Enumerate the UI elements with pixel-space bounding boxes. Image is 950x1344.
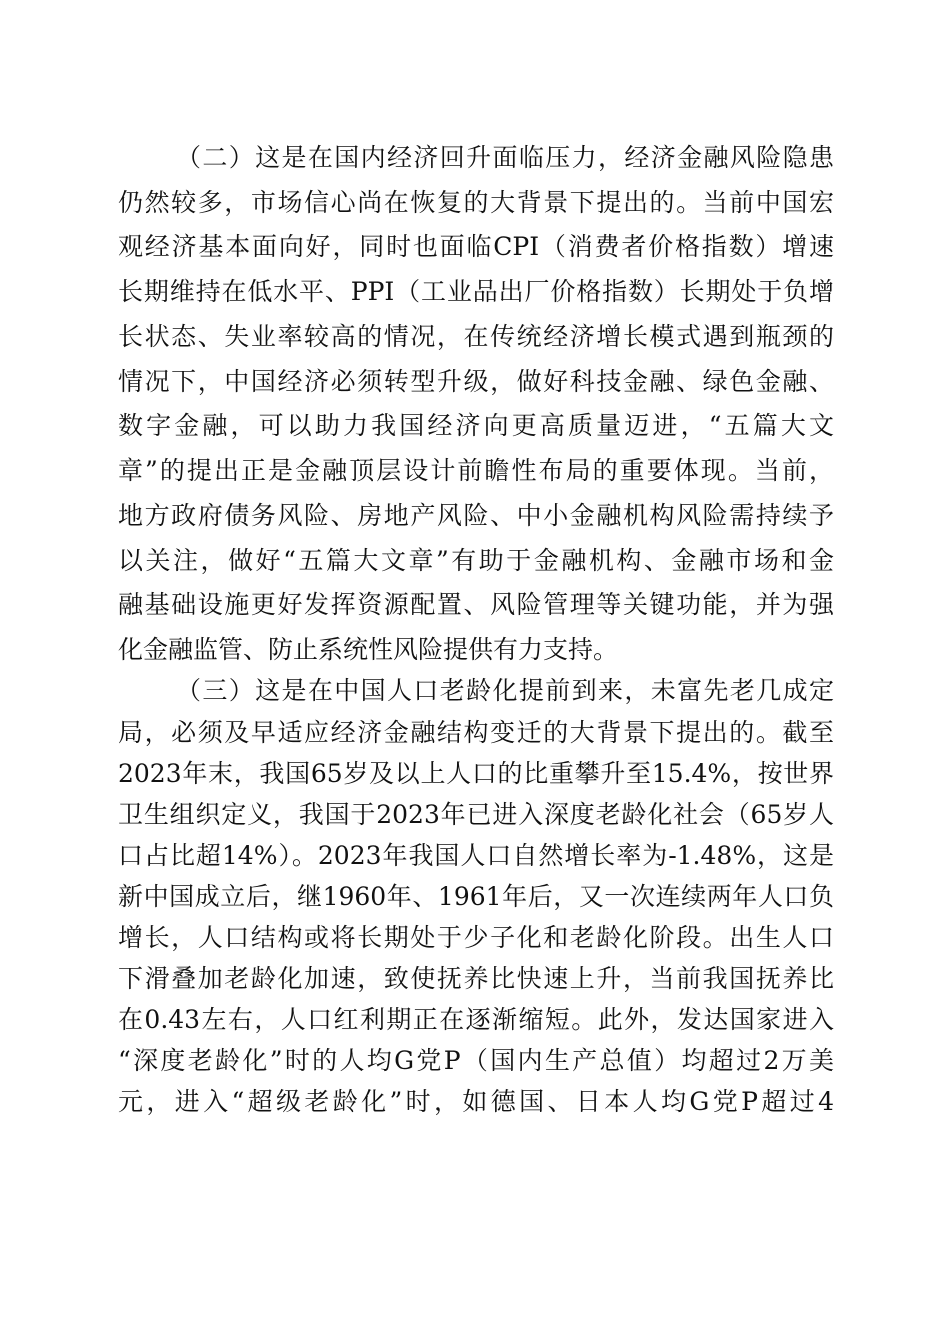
paragraph-3-line-8: 下滑叠加老龄化加速，致使抚养比快速上升，当前我国抚养比 (118, 964, 834, 993)
paragraph-3-line-7: 增长，人口结构或将长期处于少子化和老龄化阶段。出生人口 (118, 923, 834, 952)
paragraph-2-line-5: 长状态、失业率较高的情况，在传统经济增长模式遇到瓶颈的 (118, 322, 834, 351)
paragraph-2-line-12: 化金融监管、防止系统性风险提供有力支持。 (118, 635, 619, 664)
paragraph-2-line-4: 长期维持在低水平、PPI（工业品出厂价格指数）长期处于负增 (118, 277, 834, 306)
paragraph-2-line-10: 以关注，做好“五篇大文章”有助于金融机构、金融市场和金 (118, 546, 834, 575)
paragraph-2-line-9: 地方政府债务风险、房地产风险、中小金融机构风险需持续予 (118, 501, 834, 530)
paragraph-3-line-4: 卫生组织定义，我国于2023年已进入深度老龄化社会（65岁人 (118, 800, 834, 829)
paragraph-2-line-1: （二）这是在国内经济回升面临压力，经济金融风险隐患 (176, 143, 834, 172)
paragraph-3-line-2: 局，必须及早适应经济金融结构变迁的大背景下提出的。截至 (118, 718, 834, 747)
paragraph-2-line-6: 情况下，中国经济必须转型升级，做好科技金融、绿色金融、 (118, 367, 834, 396)
paragraph-2-line-2: 仍然较多，市场信心尚在恢复的大背景下提出的。当前中国宏 (118, 188, 834, 217)
paragraph-2-line-11: 融基础设施更好发挥资源配置、风险管理等关键功能，并为强 (118, 590, 834, 619)
paragraph-3-line-3: 2023年末，我国65岁及以上人口的比重攀升至15.4%，按世界 (118, 759, 834, 788)
paragraph-2-line-3: 观经济基本面向好，同时也面临CPI（消费者价格指数）增速 (118, 232, 834, 261)
paragraph-3-line-6: 新中国成立后，继1960年、1961年后，又一次连续两年人口负 (118, 882, 834, 911)
paragraph-2-line-7: 数字金融，可以助力我国经济向更高质量迈进，“五篇大文 (118, 411, 834, 440)
paragraph-3-line-1: （三）这是在中国人口老龄化提前到来，未富先老几成定 (176, 676, 834, 705)
paragraph-2-line-8: 章”的提出正是金融顶层设计前瞻性布局的重要体现。当前， (118, 456, 834, 485)
paragraph-3-line-5: 口占比超14%）。2023年我国人口自然增长率为-1.48%，这是 (118, 841, 834, 870)
paragraph-3-line-11: 元，进入“超级老龄化”时，如德国、日本人均G党P超过4 (118, 1087, 834, 1116)
paragraph-3-line-10: “深度老龄化”时的人均G党P（国内生产总值）均超过2万美 (118, 1046, 834, 1075)
paragraph-3-line-9: 在0.43左右，人口红利期正在逐渐缩短。此外，发达国家进入 (118, 1005, 834, 1034)
